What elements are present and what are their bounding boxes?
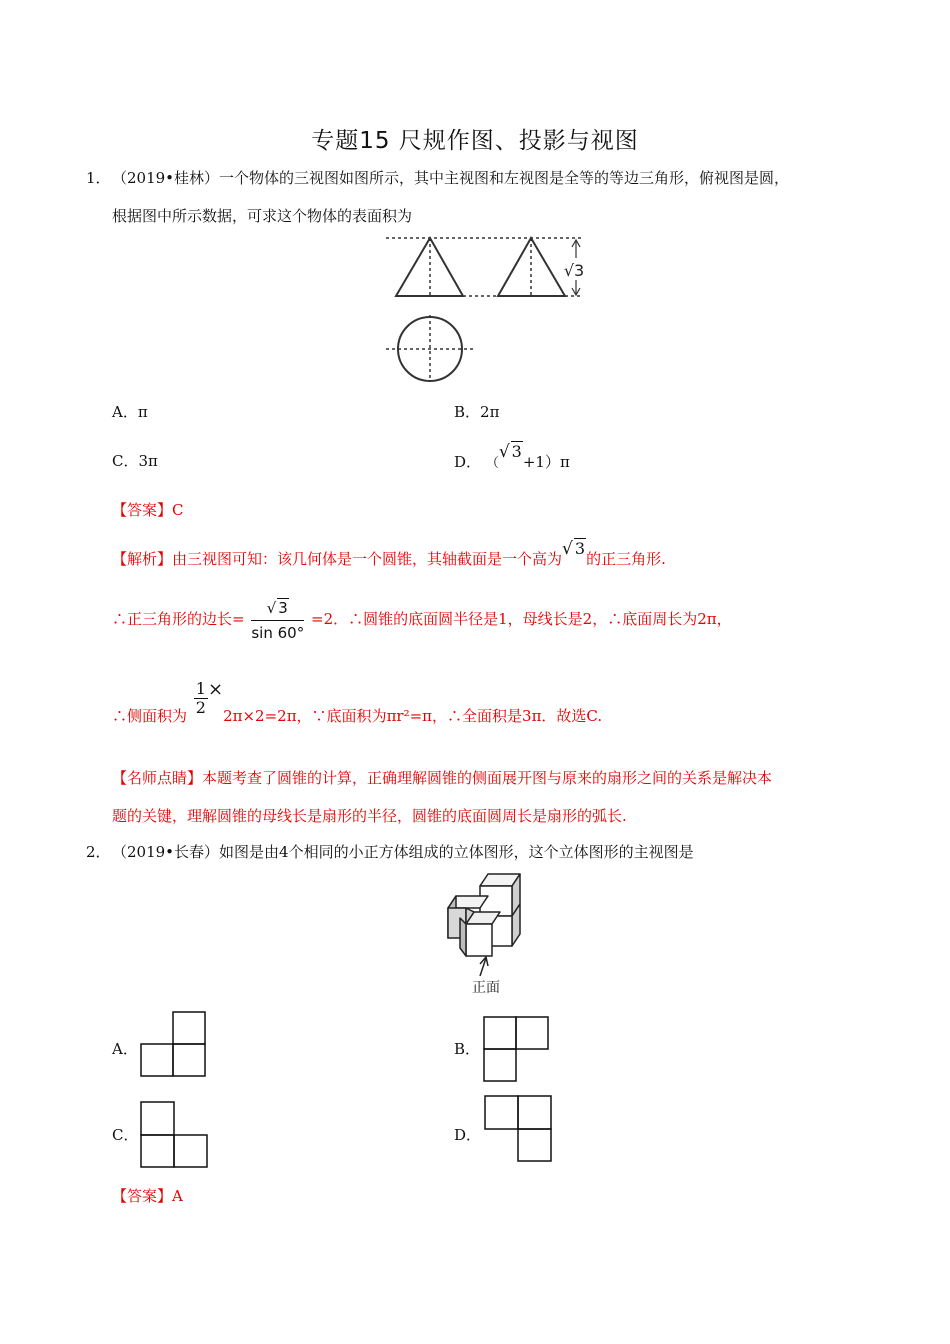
q1-option-c-label: C． (112, 452, 139, 470)
q1-option-a-value: π (137, 403, 148, 421)
q1-analysis-line3 (112, 678, 603, 725)
q1-answer-tag: 【答案】 (112, 501, 173, 519)
q1-option-a-label: A． (112, 403, 138, 421)
q1-analysis-text-end: 的正三角形. (586, 550, 666, 568)
q1-times-sign: × (207, 678, 224, 700)
q2-option-b-figure (483, 1016, 551, 1082)
q2-cube-figure (440, 868, 540, 998)
q1-fraction-half (194, 680, 208, 717)
q1-option-b (454, 402, 499, 422)
q1-number: 1． (86, 169, 111, 187)
q2-number: 2． (86, 843, 111, 861)
q1-text-line1: （2019•桂林）一个物体的三视图如图所示，其中主视图和左视图是全等的等边三角形，俯视图是圆， (112, 169, 790, 187)
q2-option-a-figure (140, 1011, 208, 1077)
q1-fraction-side: $\frac{√ 3}{\sin 60^\circ}$ (251, 599, 305, 642)
q1-comment-tag: 【名师点睛】 (112, 769, 203, 787)
q2-answer (112, 1186, 183, 1206)
q1-comment-line1 (112, 768, 772, 788)
page-title: 专题15 尺规作图、投影与视图 (311, 128, 639, 154)
q1-comment-line2: 题的关键，理解圆锥的母线长是扇形的半径，圆锥的底面圆周长是扇形的弧长. (112, 807, 627, 825)
q1-analysis-line2 (112, 598, 732, 642)
q2-option-a-label: A． (112, 1040, 138, 1058)
q1-fraction-num: 3 (278, 599, 288, 617)
q1-half-num: 1 (195, 679, 206, 698)
q1-option-d: D． （√ 3+1）π (454, 442, 570, 471)
q2-answer-tag: 【答案】 (112, 1187, 173, 1205)
q1-option-d-root: 3 (511, 442, 522, 461)
front-label: 正面 (472, 980, 500, 996)
q1-answer (112, 500, 184, 520)
q1-fraction-den: sin 60° (251, 624, 305, 642)
q1-option-d-post: +1）π (522, 453, 570, 471)
q1-option-a (112, 402, 148, 422)
q1-analysis-l2-text: ∴正三角形的边长= (112, 610, 245, 628)
q1-option-d-label: D． (454, 453, 482, 471)
q1-analysis-text: 由三视图可知：该几何体是一个圆锥，其轴截面是一个高为 (172, 550, 563, 568)
q1-analysis-l3-text: ∴侧面积为 (112, 706, 188, 725)
q1-option-b-value: 2π (480, 403, 500, 421)
q1-text-line2: 根据图中所示数据，可求这个物体的表面积为 (112, 207, 413, 225)
q1-analysis-root: 3 (574, 539, 586, 558)
q1-analysis-line1: 【解析】由三视图可知：该几何体是一个圆锥，其轴截面是一个高为√ 3的正三角形. (112, 539, 666, 568)
q1-analysis-tag: 【解析】 (112, 550, 173, 568)
dimension-label: √3 (563, 261, 585, 280)
q2-option-b-label: B． (454, 1040, 481, 1058)
q1-half-den: 2 (195, 698, 206, 717)
q1-option-c-value: 3π (138, 452, 158, 470)
q1-option-b-label: B． (454, 403, 481, 421)
q2-option-d-figure (484, 1095, 554, 1163)
q1-comment-text: 本题考查了圆锥的计算，正确理解圆锥的侧面展开图与原来的扇形之间的关系是解决本 (202, 769, 773, 787)
q2-option-d-label: D． (454, 1126, 482, 1144)
q1-three-view-figure (380, 232, 590, 387)
q1-answer-value: C (172, 501, 184, 519)
q2-option-c-label: C． (112, 1126, 139, 1144)
q1-analysis-l2-text-end: =2．∴圆锥的底面圆半径是1，母线长是2，∴底面周长为2π， (311, 610, 732, 628)
q1-analysis-l3-text-end: 2π×2=2π，∵底面积为πr²=π，∴全面积是3π．故选C. (223, 706, 603, 725)
q2-text: （2019•长春）如图是由4个相同的小正方体组成的立体图形，这个立体图形的主视图是 (112, 843, 694, 861)
q1-option-c (112, 451, 158, 471)
q2-option-c-figure (140, 1101, 210, 1169)
q2-answer-value: A (172, 1187, 183, 1205)
q1-option-d-pre: （ (485, 456, 499, 471)
